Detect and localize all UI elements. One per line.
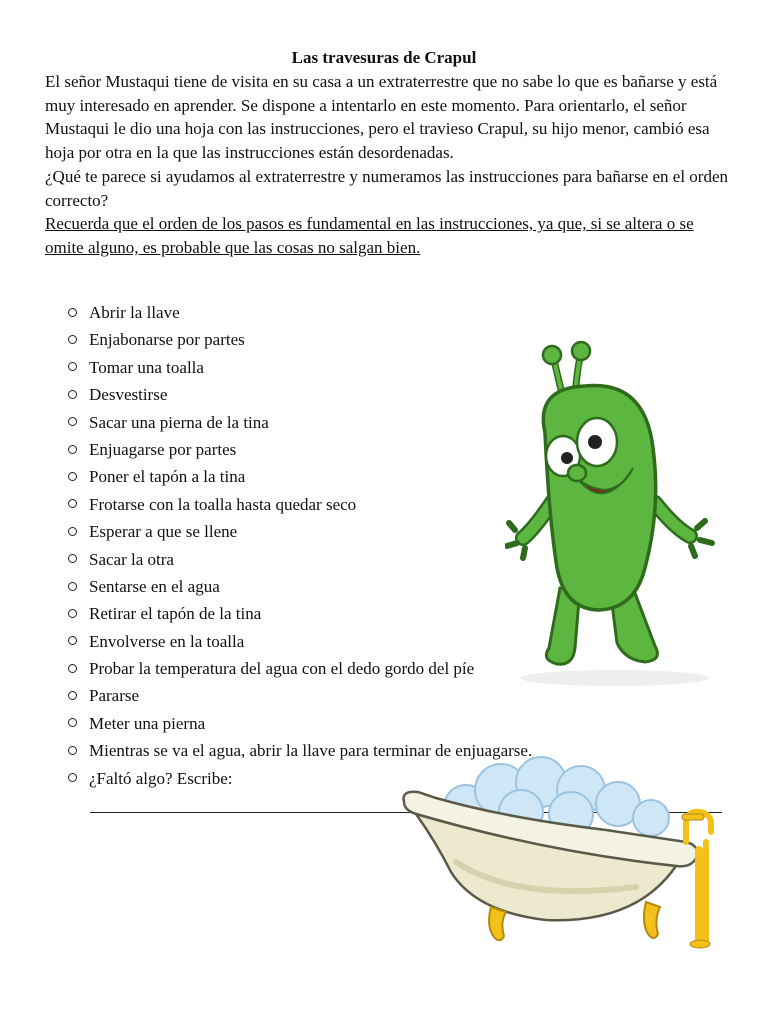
page-title: Las travesuras de Crapul <box>291 48 477 67</box>
list-item <box>68 710 532 737</box>
instruction-text: Desvestirse <box>89 385 168 405</box>
instruction-text: ¿Faltó algo? Escribe: <box>89 768 233 788</box>
instruction-text: Pararse <box>89 686 140 706</box>
instruction-text: Poner el tapón a la tina <box>89 467 246 487</box>
list-item <box>68 326 532 353</box>
list-item <box>68 299 532 326</box>
alien-shadow <box>520 670 710 686</box>
circle-bullet-icon <box>68 445 77 454</box>
circle-bullet-icon <box>68 362 77 371</box>
instruction-text: Sacar la otra <box>89 549 174 569</box>
instruction-text: Enjuagarse por partes <box>89 439 237 459</box>
instruction-text: Tomar una toalla <box>89 357 204 377</box>
circle-bullet-icon <box>68 527 77 536</box>
question-paragraph: ¿Qué te parece si ayudamos al extraterrestre y numeramos las instrucciones para bañarse en el orden correcto? <box>45 166 729 210</box>
alien-illustration <box>505 338 720 688</box>
list-item <box>68 573 532 600</box>
instruction-text: Frotarse con la toalla hasta quedar seco <box>89 494 357 514</box>
instruction-text: Envolverse en la toalla <box>89 631 245 651</box>
list-item <box>68 546 532 573</box>
circle-bullet-icon <box>68 664 77 673</box>
list-item <box>68 354 532 381</box>
list-item <box>68 682 532 709</box>
instruction-text: Abrir la llave <box>89 303 180 322</box>
instruction-text: Meter una pierna <box>89 713 206 733</box>
reminder-paragraph: Recuerda que el orden de los pasos es fundamental en las instrucciones, ya que, si se altera o se omite alguno, es probable que las cosas no salgan bien. <box>45 214 694 257</box>
intro-text <box>45 70 730 260</box>
circle-bullet-icon <box>68 582 77 591</box>
circle-bullet-icon <box>68 609 77 618</box>
list-item <box>68 628 532 655</box>
instruction-list <box>68 299 532 792</box>
circle-bullet-icon <box>68 554 77 563</box>
list-item <box>68 436 532 463</box>
circle-bullet-icon <box>68 335 77 344</box>
circle-bullet-icon <box>68 499 77 508</box>
instruction-text: Probar la temperatura del agua con el dedo gordo del píe <box>89 659 475 679</box>
list-item <box>68 463 532 490</box>
list-item <box>68 655 532 682</box>
intro-paragraph: El señor Mustaqui tiene de visita en su casa a un extraterrestre que no sabe lo que es bañarse y está muy interesado en aprender. Se dispone a intentarlo en este momento. Para orientarlo, el señor Mustaqui le dio una hoja con las instrucciones, pero el travieso Crapul, su hijo menor, cambió esa hoja por otra en la que las instrucciones están desordenadas. <box>45 72 718 163</box>
list-item <box>68 491 532 518</box>
instruction-text: Sentarse en el agua <box>89 576 220 596</box>
circle-bullet-icon <box>68 472 77 481</box>
list-item <box>68 381 532 408</box>
instruction-text: Esperar a que se llene <box>89 522 238 542</box>
circle-bullet-icon <box>68 691 77 700</box>
list-item <box>68 600 532 627</box>
circle-bullet-icon <box>68 718 77 727</box>
instruction-text: Retirar el tapón de la tina <box>89 604 262 624</box>
instruction-text: Enjabonarse por partes <box>89 330 245 350</box>
circle-bullet-icon <box>68 773 77 782</box>
instruction-text: Mientras se va el agua, abrir la llave para terminar de enjuagarse. <box>89 741 533 761</box>
circle-bullet-icon <box>68 636 77 645</box>
list-item <box>68 518 532 545</box>
circle-bullet-icon <box>68 390 77 399</box>
instruction-text: Sacar una pierna de la tina <box>89 412 269 432</box>
circle-bullet-icon <box>68 417 77 426</box>
circle-bullet-icon <box>68 308 77 317</box>
circle-bullet-icon <box>68 746 77 755</box>
bathtub-illustration <box>396 752 726 957</box>
list-item <box>68 409 532 436</box>
